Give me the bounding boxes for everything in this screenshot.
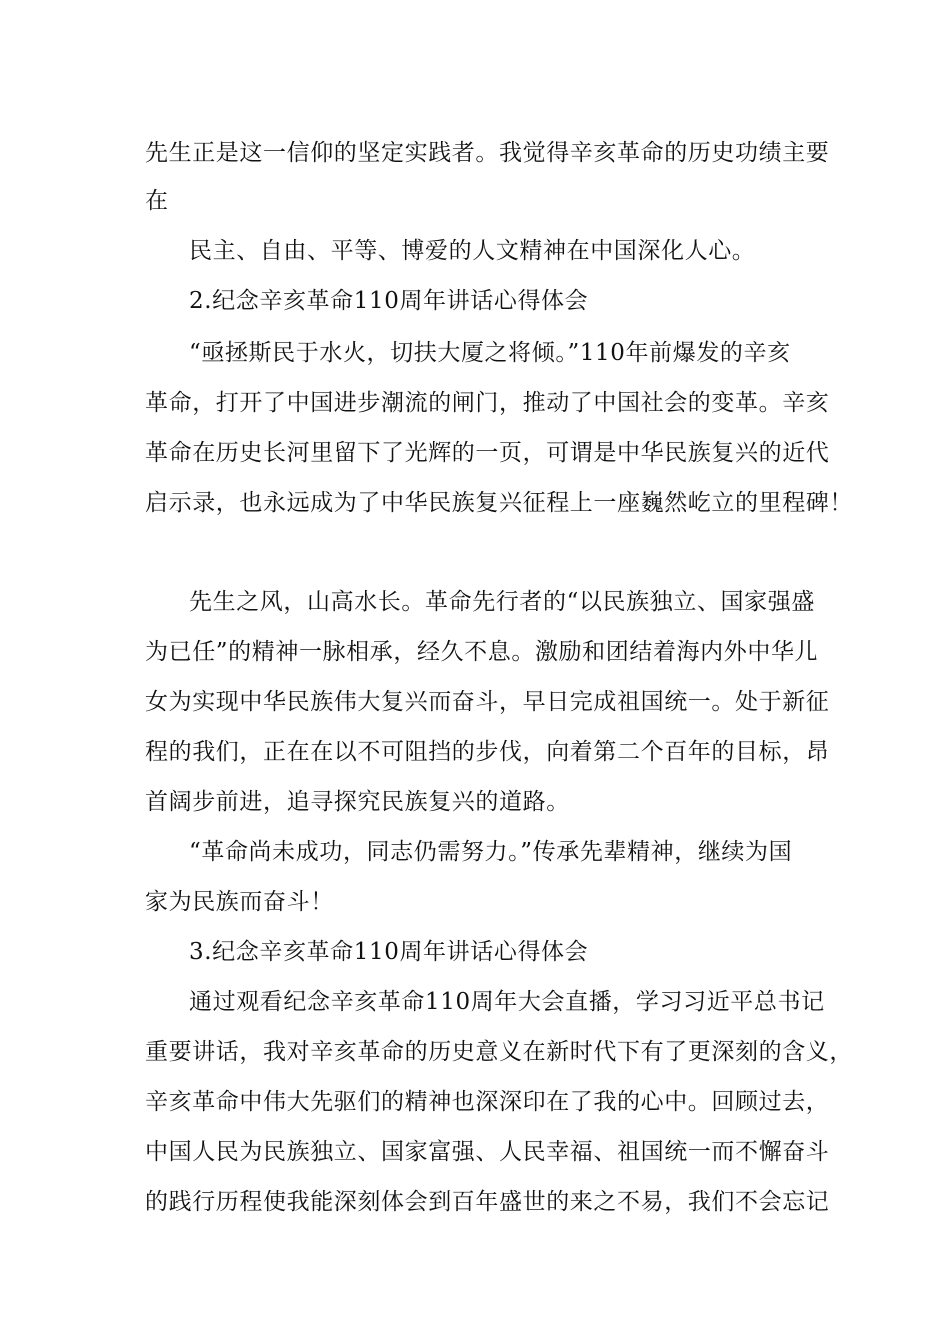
text-line-18: 重要讲话，我对辛亥革命的历史意义在新时代下有了更深刻的含义， [145, 1039, 853, 1065]
text-line-5: “亟拯斯民于水火，切扶大厦之将倾。”110年前爆发的辛亥 [189, 340, 791, 366]
text-line-21: 的践行历程使我能深刻体会到百年盛世的来之不易，我们不会忘记 [145, 1189, 830, 1215]
text-line-10: 为已任”的精神一脉相承，经久不息。激励和团结着海内外中华儿 [145, 639, 819, 665]
text-line-6: 革命，打开了中国进步潮流的闸门，推动了中国社会的变革。辛亥 [145, 390, 830, 416]
text-line-13: 首阔步前进，追寻探究民族复兴的道路。 [145, 789, 570, 815]
text-line-11: 女为实现中华民族伟大复兴而奋斗，早日完成祖国统一。处于新征 [145, 689, 830, 715]
text-line-8: 启示录，也永远成为了中华民族复兴征程上一座巍然屹立的里程碑！ [145, 490, 853, 516]
text-line-3: 民主、自由、平等、博爱的人文精神在中国深化人心。 [189, 238, 756, 264]
text-line-20: 中国人民为民族独立、国家富强、人民幸福、祖国统一而不懈奋斗 [145, 1139, 830, 1165]
text-line-14: “革命尚未成功，同志仍需努力。”传承先辈精神，继续为国 [189, 839, 793, 865]
text-line-12: 程的我们，正在在以不可阻挡的步伐，向着第二个百年的目标，昂 [145, 739, 830, 765]
text-line-19: 辛亥革命中伟大先驱们的精神也深深印在了我的心中。回顾过去， [145, 1089, 830, 1115]
text-line-2: 在 [145, 188, 169, 214]
section-heading-2: 2.纪念辛亥革命110周年讲话心得体会 [189, 288, 589, 314]
section-heading-3: 3.纪念辛亥革命110周年讲话心得体会 [189, 939, 589, 965]
text-line-15: 家为民族而奋斗！ [145, 889, 334, 915]
text-line-1: 先生正是这一信仰的坚定实践者。我觉得辛亥革命的历史功绩主要 [145, 140, 830, 166]
text-line-7: 革命在历史长河里留下了光辉的一页，可谓是中华民族复兴的近代 [145, 440, 830, 466]
text-line-17: 通过观看纪念辛亥革命110周年大会直播，学习习近平总书记 [189, 989, 825, 1015]
text-line-9: 先生之风，山高水长。革命先行者的“以民族独立、国家强盛 [189, 589, 815, 615]
